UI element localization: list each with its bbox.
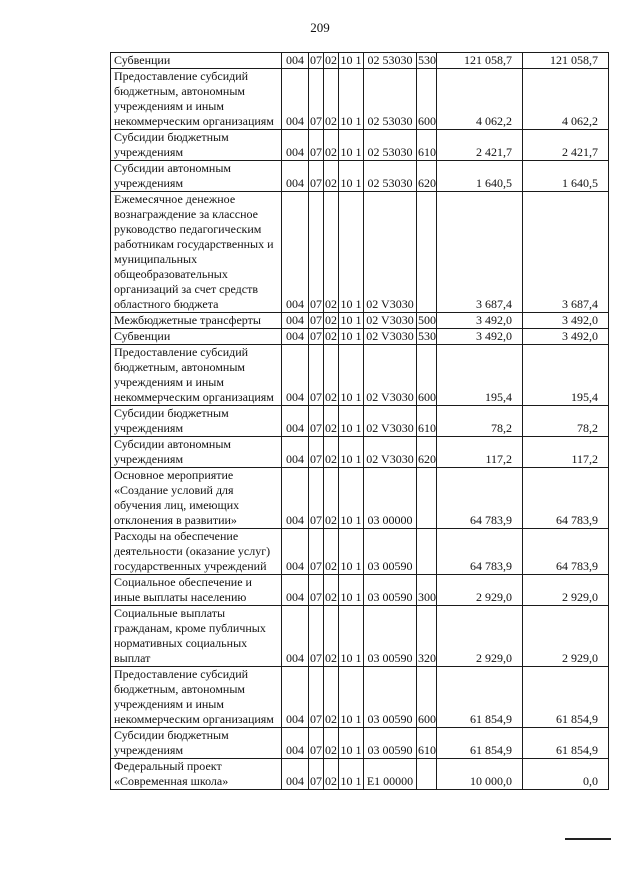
row-expense-type-cell <box>417 529 437 575</box>
row-amount-1-cell: 2 421,7 <box>437 130 523 161</box>
row-name-cell: Субсидии бюджетным учреждениям <box>111 130 282 161</box>
table-row <box>111 759 609 790</box>
row-target-article-cell: 02 53030 <box>364 161 417 192</box>
table-row <box>111 406 609 437</box>
row-program-cell: 10 1 <box>339 161 364 192</box>
row-amount-1-cell: 1 640,5 <box>437 161 523 192</box>
row-target-article-cell: 02 V3030 <box>364 192 417 313</box>
row-amount-1-cell: 3 492,0 <box>437 313 523 329</box>
row-amount-1-cell: 195,4 <box>437 345 523 406</box>
table-row <box>111 53 609 69</box>
row-expense-type-cell: 620 <box>417 161 437 192</box>
table-row <box>111 130 609 161</box>
row-name-cell: Ежемесячное денежное вознаграждение за классное руководство педагогическим работникам государственных и муниципальных общеобразовательных организаций за счет средств областного бюджета <box>111 192 282 313</box>
row-ved-cell: 004 <box>282 575 309 606</box>
table-row <box>111 606 609 667</box>
row-amount-2-cell: 2 929,0 <box>523 606 609 667</box>
row-name-cell: Предоставление субсидий бюджетным, автономным учреждениям и иным некоммерческим организациям <box>111 667 282 728</box>
row-expense-type-cell <box>417 192 437 313</box>
row-ved-cell: 004 <box>282 69 309 130</box>
row-program-cell: 10 1 <box>339 130 364 161</box>
row-amount-1-cell: 78,2 <box>437 406 523 437</box>
row-expense-type-cell: 610 <box>417 728 437 759</box>
row-subsection-cell: 02 <box>324 69 339 130</box>
row-target-article-cell: 02 V3030 <box>364 313 417 329</box>
row-program-cell: 10 1 <box>339 667 364 728</box>
row-amount-1-cell: 61 854,9 <box>437 728 523 759</box>
table-row <box>111 468 609 529</box>
row-expense-type-cell: 600 <box>417 345 437 406</box>
row-program-cell: 10 1 <box>340 329 362 343</box>
row-amount-2-cell: 0,0 <box>523 759 609 790</box>
budget-table-body <box>111 53 609 790</box>
row-subsection-cell: 02 <box>324 728 339 759</box>
row-expense-type-cell <box>417 759 437 790</box>
row-ved-cell: 004 <box>282 313 309 329</box>
row-amount-2-cell: 64 783,9 <box>523 529 609 575</box>
row-section-cell: 07 <box>309 345 324 406</box>
row-subsection-cell: 02 <box>325 329 337 343</box>
row-ved-cell: 004 <box>282 667 309 728</box>
row-name-cell: Социальное обеспечение и иные выплаты населению <box>111 575 282 606</box>
row-name-cell: Социальные выплаты гражданам, кроме публичных нормативных социальных выплат <box>111 606 282 667</box>
row-target-article-cell: 03 00590 <box>364 667 417 728</box>
table-row <box>111 69 609 130</box>
row-expense-type-cell: 610 <box>417 130 437 161</box>
row-amount-2-cell: 117,2 <box>523 437 609 468</box>
row-amount-2-cell: 1 640,5 <box>523 161 609 192</box>
row-subsection-cell: 02 <box>324 406 339 437</box>
row-amount-1-cell: 2 929,0 <box>437 575 523 606</box>
row-subsection-cell: 02 <box>324 345 339 406</box>
row-amount-1-cell: 64 783,9 <box>437 529 523 575</box>
row-subsection-cell: 02 <box>324 468 339 529</box>
row-amount-2-cell: 4 062,2 <box>523 69 609 130</box>
table-row <box>111 313 609 329</box>
row-target-article-cell: 03 00590 <box>364 575 417 606</box>
row-section-cell: 07 <box>310 313 322 327</box>
table-row <box>111 529 609 575</box>
row-ved-cell: 004 <box>282 345 309 406</box>
row-name-cell: Субвенции <box>111 53 282 69</box>
row-target-article-cell: 02 53030 <box>364 69 417 130</box>
row-target-article-cell: 02 V3030 <box>364 345 417 406</box>
row-section-cell: 07 <box>309 130 324 161</box>
row-subsection-cell: 02 <box>324 606 339 667</box>
row-section-cell: 07 <box>309 606 324 667</box>
row-target-article-cell: 02 V3030 <box>364 329 417 345</box>
row-target-article-cell: 03 00590 <box>364 606 417 667</box>
row-name-cell: Субсидии автономным учреждениям <box>111 437 282 468</box>
row-section-cell: 07 <box>309 468 324 529</box>
row-program-cell: 10 1 <box>339 406 364 437</box>
row-ved-cell: 004 <box>282 606 309 667</box>
row-name-cell: Субвенции <box>111 329 282 345</box>
row-subsection-cell: 02 <box>324 161 339 192</box>
row-section-cell: 07 <box>309 406 324 437</box>
row-amount-1-cell: 64 783,9 <box>437 468 523 529</box>
row-amount-1-cell: 2 929,0 <box>437 606 523 667</box>
row-name-cell: Федеральный проект «Современная школа» <box>111 759 282 790</box>
row-subsection-cell: 02 <box>325 53 337 67</box>
row-expense-type-cell: 620 <box>417 437 437 468</box>
page-number: 209 <box>310 20 330 35</box>
row-expense-type-cell: 530 <box>418 53 436 67</box>
table-row <box>111 437 609 468</box>
row-ved-cell: 004 <box>282 728 309 759</box>
row-target-article-cell: 03 00000 <box>364 468 417 529</box>
row-program-cell: 10 1 <box>339 437 364 468</box>
row-ved-cell: 004 <box>282 329 309 345</box>
row-expense-type-cell: 600 <box>417 667 437 728</box>
row-target-article-cell: 02 V3030 <box>364 406 417 437</box>
row-subsection-cell: 02 <box>324 130 339 161</box>
row-amount-2-cell: 3 492,0 <box>523 313 609 329</box>
row-amount-2-cell: 61 854,9 <box>523 667 609 728</box>
row-amount-1-cell: 4 062,2 <box>437 69 523 130</box>
row-name-cell: Основное мероприятие «Создание условий для обучения лиц, имеющих отклонения в развитии» <box>111 468 282 529</box>
table-row <box>111 329 609 345</box>
footer-rule <box>565 838 611 840</box>
row-amount-2-cell: 2 421,7 <box>523 130 609 161</box>
table-row <box>111 667 609 728</box>
row-program-cell: 10 1 <box>339 69 364 130</box>
row-name-cell: Субсидии бюджетным учреждениям <box>111 728 282 759</box>
row-subsection-cell: 02 <box>324 529 339 575</box>
table-row <box>111 161 609 192</box>
table-row <box>111 345 609 406</box>
row-program-cell: 10 1 <box>339 606 364 667</box>
row-subsection-cell: 02 <box>324 575 339 606</box>
row-section-cell: 07 <box>309 69 324 130</box>
table-row <box>111 728 609 759</box>
row-ved-cell: 004 <box>282 130 309 161</box>
budget-table <box>110 52 609 790</box>
row-amount-2-cell: 61 854,9 <box>523 728 609 759</box>
row-ved-cell: 004 <box>282 468 309 529</box>
row-program-cell: 10 1 <box>339 468 364 529</box>
row-target-article-cell: 02 53030 <box>364 130 417 161</box>
row-amount-1-cell: 3 492,0 <box>437 329 523 345</box>
table-row <box>111 575 609 606</box>
row-subsection-cell: 02 <box>324 437 339 468</box>
row-ved-cell: 004 <box>282 529 309 575</box>
row-target-article-cell: 02 V3030 <box>364 437 417 468</box>
row-section-cell: 07 <box>309 667 324 728</box>
row-name-cell: Субсидии бюджетным учреждениям <box>111 406 282 437</box>
row-amount-1-cell: 3 687,4 <box>437 192 523 313</box>
row-amount-2-cell: 3 687,4 <box>523 192 609 313</box>
row-program-cell: 10 1 <box>339 345 364 406</box>
row-ved-cell: 004 <box>282 437 309 468</box>
row-section-cell: 07 <box>309 161 324 192</box>
row-name-cell: Предоставление субсидий бюджетным, автономным учреждениям и иным некоммерческим организациям <box>111 69 282 130</box>
row-expense-type-cell <box>417 468 437 529</box>
row-section-cell: 07 <box>309 192 324 313</box>
row-amount-2-cell: 195,4 <box>523 345 609 406</box>
row-ved-cell: 004 <box>282 192 309 313</box>
row-amount-2-cell: 64 783,9 <box>523 468 609 529</box>
row-expense-type-cell: 300 <box>417 575 437 606</box>
row-section-cell: 07 <box>310 53 322 67</box>
row-expense-type-cell: 530 <box>418 329 436 343</box>
row-program-cell: 10 1 <box>339 575 364 606</box>
row-amount-1-cell: 10 000,0 <box>437 759 523 790</box>
row-amount-2-cell: 2 929,0 <box>523 575 609 606</box>
row-program-cell: 10 1 <box>339 192 364 313</box>
row-target-article-cell: E1 00000 <box>364 759 417 790</box>
row-name-cell: Межбюджетные трансферты <box>111 313 282 329</box>
row-target-article-cell: 03 00590 <box>364 529 417 575</box>
row-expense-type-cell: 320 <box>417 606 437 667</box>
row-program-cell: 10 1 <box>339 759 364 790</box>
row-ved-cell: 004 <box>282 759 309 790</box>
row-ved-cell: 004 <box>282 53 309 69</box>
row-expense-type-cell: 600 <box>417 69 437 130</box>
row-amount-2-cell: 3 492,0 <box>523 329 609 345</box>
row-program-cell: 10 1 <box>339 529 364 575</box>
row-amount-1-cell: 61 854,9 <box>437 667 523 728</box>
row-amount-1-cell: 117,2 <box>437 437 523 468</box>
row-name-cell: Расходы на обеспечение деятельности (оказание услуг) государственных учреждений <box>111 529 282 575</box>
row-subsection-cell: 02 <box>325 313 337 327</box>
row-name-cell: Предоставление субсидий бюджетным, автономным учреждениям и иным некоммерческим организациям <box>111 345 282 406</box>
row-subsection-cell: 02 <box>324 192 339 313</box>
row-section-cell: 07 <box>309 575 324 606</box>
row-name-cell: Субсидии автономным учреждениям <box>111 161 282 192</box>
row-program-cell: 10 1 <box>339 728 364 759</box>
row-section-cell: 07 <box>309 759 324 790</box>
row-amount-2-cell: 121 058,7 <box>523 53 609 69</box>
row-target-article-cell: 02 53030 <box>364 53 417 69</box>
row-amount-1-cell: 121 058,7 <box>437 53 523 69</box>
row-program-cell: 10 1 <box>340 313 362 327</box>
row-section-cell: 07 <box>309 437 324 468</box>
row-amount-2-cell: 78,2 <box>523 406 609 437</box>
row-program-cell: 10 1 <box>340 53 362 67</box>
row-section-cell: 07 <box>309 529 324 575</box>
row-section-cell: 07 <box>310 329 322 343</box>
row-ved-cell: 004 <box>282 161 309 192</box>
row-target-article-cell: 03 00590 <box>364 728 417 759</box>
row-expense-type-cell: 610 <box>417 406 437 437</box>
row-ved-cell: 004 <box>282 406 309 437</box>
row-subsection-cell: 02 <box>324 667 339 728</box>
row-subsection-cell: 02 <box>324 759 339 790</box>
table-row <box>111 192 609 313</box>
row-section-cell: 07 <box>309 728 324 759</box>
row-expense-type-cell: 500 <box>418 313 436 327</box>
